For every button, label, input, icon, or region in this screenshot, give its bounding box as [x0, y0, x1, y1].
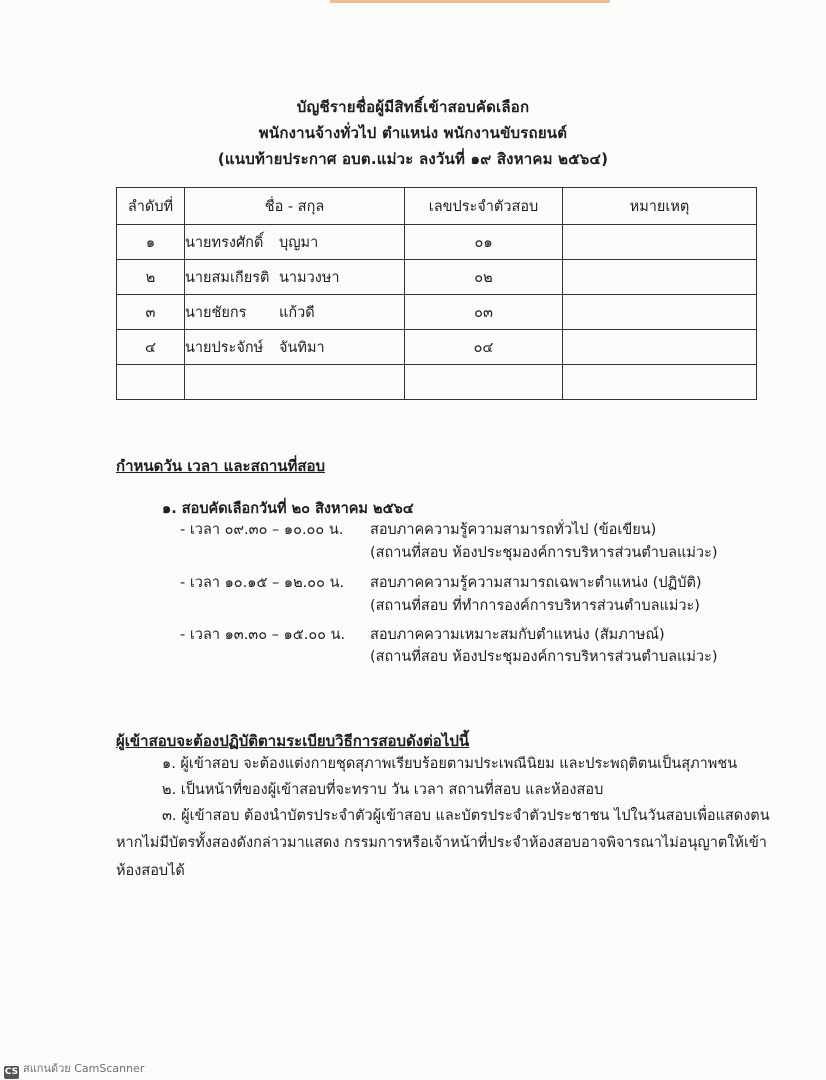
table-row: [117, 295, 757, 330]
first-name: นายสมเกียรติ: [185, 269, 270, 286]
candidate-table: [116, 187, 757, 400]
row-number: ๑: [117, 225, 185, 260]
rule-item-3-end: ห้องสอบได้: [116, 863, 185, 879]
table-row: [117, 330, 757, 365]
slot-3-subject: สอบภาคความเหมาะสมกับตำแหน่ง (สัมภาษณ์): [370, 627, 665, 643]
row-number: [117, 365, 185, 400]
row-number: ๓: [117, 295, 185, 330]
last-name: จันทิมา: [279, 339, 325, 356]
exam-id: ๐๔: [405, 330, 563, 365]
column-header-remark: หมายเหตุ: [563, 188, 757, 225]
table-row: [117, 225, 757, 260]
watermark-text: สแกนด้วย CamScanner: [23, 1062, 145, 1075]
remark: [563, 225, 757, 260]
doc-reference: (แนบท้ายประกาศ อบต.แม่วะ ลงวันที่ ๑๙ สิงหาคม ๒๕๖๔): [217, 150, 609, 168]
slot-2-subject: สอบภาคความรู้ความสามารถเฉพาะตำแหน่ง (ปฏิบัติ): [370, 575, 702, 591]
slot-2-place: (สถานที่สอบ ที่ทำการองค์การบริหารส่วนตำบลแม่วะ): [370, 598, 700, 614]
table-header-row: [117, 188, 757, 225]
candidate-name: [185, 260, 405, 295]
remark: [563, 330, 757, 365]
column-header-exam-id: เลขประจำตัวสอบ: [405, 188, 563, 225]
slot-2-time: - เวลา ๑๐.๑๕ – ๑๒.๐๐ น.: [180, 575, 345, 591]
first-name: นายประจักษ์: [185, 339, 264, 356]
slot-1-place: (สถานที่สอบ ห้องประชุมองค์การบริหารส่วนตำบลแม่วะ): [370, 545, 718, 561]
slot-3-place: (สถานที่สอบ ห้องประชุมองค์การบริหารส่วนตำบลแม่วะ): [370, 649, 718, 665]
candidate-name: [185, 225, 405, 260]
camscanner-icon: CS: [4, 1067, 19, 1077]
slot-1-subject: สอบภาคความรู้ความสามารถทั่วไป (ข้อเขียน): [370, 522, 657, 538]
column-header-name: ชื่อ - สกุล: [185, 188, 405, 225]
slot-3-time: - เวลา ๑๓.๓๐ – ๑๕.๐๐ น.: [180, 627, 346, 643]
exam-id: ๐๓: [405, 295, 563, 330]
exam-id: ๐๒: [405, 260, 563, 295]
last-name: นามวงษา: [279, 269, 340, 286]
candidate-name: [185, 330, 405, 365]
remark: [563, 365, 757, 400]
last-name: แก้วดี: [279, 304, 315, 321]
scan-edge-mark: [330, 0, 610, 3]
slot-1-time: - เวลา ๐๙.๓๐ – ๑๐.๐๐ น.: [180, 522, 344, 538]
doc-subtitle: พนักงานจ้างทั่วไป ตำแหน่ง พนักงานขับรถยนต์: [258, 124, 568, 142]
schedule-heading: กำหนดวัน เวลา และสถานที่สอบ: [116, 457, 326, 475]
candidate-name: [185, 295, 405, 330]
doc-title: บัญชีรายชื่อผู้มีสิทธิ์เข้าสอบคัดเลือก: [296, 98, 530, 116]
first-name: นายชัยกร: [185, 304, 247, 321]
rules-heading: ผู้เข้าสอบจะต้องปฏิบัติตามระเบียบวิธีการสอบดังต่อไปนี้: [116, 732, 470, 750]
last-name: บุญมา: [279, 234, 319, 251]
remark: [563, 295, 757, 330]
rule-item-1: ๑. ผู้เข้าสอบ จะต้องแต่งกายชุดสุภาพเรียบร้อยตามประเพณีนิยม และประพฤติตนเป็นสุภาพชน: [162, 756, 738, 772]
exam-id: ๐๑: [405, 225, 563, 260]
row-number: ๒: [117, 260, 185, 295]
rule-item-3-continued: หากไม่มีบัตรทั้งสองดังกล่าวมาแสดง กรรมการหรือเจ้าหน้าที่ประจำห้องสอบอาจพิจารณาไม่อนุญาตให้เข้า: [116, 835, 767, 851]
table-row-empty: [117, 365, 757, 400]
rule-item-3: ๓. ผู้เข้าสอบ ต้องนำบัตรประจำตัวผู้เข้าสอบ และบัตรประจำตัวประชาชน ไปในวันสอบเพื่อแสดงตน: [162, 808, 770, 824]
table-row: [117, 260, 757, 295]
row-number: ๔: [117, 330, 185, 365]
exam-id: [405, 365, 563, 400]
column-header-number: ลำดับที่: [117, 188, 185, 225]
scanner-watermark: [4, 1059, 144, 1079]
remark: [563, 260, 757, 295]
rule-item-2: ๒. เป็นหน้าที่ของผู้เข้าสอบที่จะทราบ วัน เวลา สถานที่สอบ และห้องสอบ: [162, 782, 604, 798]
exam-date: ๑. สอบคัดเลือกวันที่ ๒๐ สิงหาคม ๒๕๖๔: [162, 501, 414, 517]
candidate-name: [185, 365, 405, 400]
first-name: นายทรงศักดิ์: [185, 234, 264, 251]
